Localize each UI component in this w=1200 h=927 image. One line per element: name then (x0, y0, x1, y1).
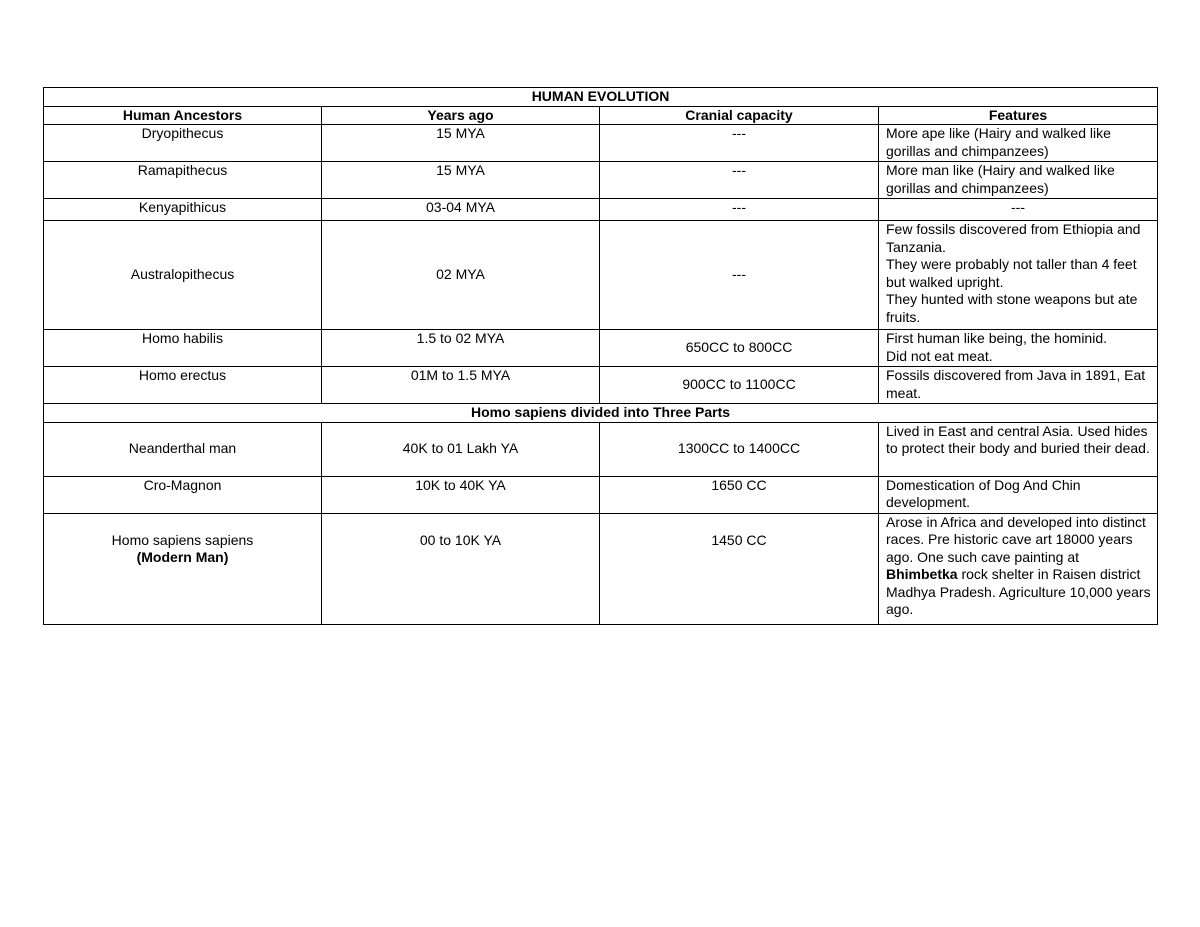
cranial-cell: 1650 CC (600, 476, 879, 513)
cranial-cell: --- (600, 221, 879, 330)
features-text: First human like being, the hominid. (886, 330, 1107, 346)
years-cell: 15 MYA (322, 162, 600, 199)
features-text: More man like (Hairy and walked like gorillas and chimpanzees) (886, 162, 1115, 196)
table-row (44, 221, 1158, 330)
cranial-cell: 900CC to 1100CC (600, 367, 879, 404)
years-cell: 02 MYA (322, 221, 600, 330)
features-cell (879, 330, 1158, 367)
section-row (44, 404, 1158, 423)
features-cell: Domestication of Dog And Chin development. (879, 476, 1158, 513)
table-row (44, 422, 1158, 476)
table-row (44, 367, 1158, 404)
header-features: Features (879, 106, 1158, 125)
features-text: More ape like (Hairy and walked like gorillas and chimpanzees) (886, 125, 1111, 159)
years-cell: 10K to 40K YA (322, 476, 600, 513)
years-cell: 01M to 1.5 MYA (322, 367, 600, 404)
ancestor-cell: Ramapithecus (44, 162, 322, 199)
table-title: HUMAN EVOLUTION (44, 88, 1158, 107)
years-cell: 00 to 10K YA (322, 513, 600, 624)
features-text: Did not eat meat. (886, 347, 993, 364)
cranial-cell: 1300CC to 1400CC (600, 422, 879, 476)
table-row (44, 330, 1158, 367)
features-text: Fossils discovered from Java in 1891, Eat meat. (886, 367, 1146, 401)
features-cell: Lived in East and central Asia. Used hides to protect their body and buried their dead. (879, 422, 1158, 476)
features-cell (879, 162, 1158, 199)
table-title-row (44, 88, 1158, 107)
ancestor-cell: Dryopithecus (44, 125, 322, 162)
features-cell (879, 125, 1158, 162)
features-text: They were probably not taller than 4 feet but walked upright. (886, 256, 1137, 290)
table-row (44, 476, 1158, 513)
cranial-cell: --- (600, 199, 879, 221)
ancestor-cell: Australopithecus (44, 221, 322, 330)
features-cell (879, 367, 1158, 404)
table-row (44, 513, 1158, 624)
header-row (44, 106, 1158, 125)
ancestor-note: (Modern Man) (136, 549, 229, 565)
human-evolution-table (43, 87, 1158, 625)
ancestor-cell: Kenyapithicus (44, 199, 322, 221)
section-title: Homo sapiens divided into Three Parts (44, 404, 1158, 423)
ancestor-cell: Cro-Magnon (44, 476, 322, 513)
cranial-cell: --- (600, 162, 879, 199)
features-cell (879, 513, 1158, 624)
ancestor-cell: Neanderthal man (44, 422, 322, 476)
table-row (44, 162, 1158, 199)
features-cell (879, 221, 1158, 330)
years-cell: 15 MYA (322, 125, 600, 162)
years-cell: 1.5 to 02 MYA (322, 330, 600, 367)
cranial-cell: --- (600, 125, 879, 162)
cranial-cell: 650CC to 800CC (600, 330, 879, 367)
ancestor-cell: Homo habilis (44, 330, 322, 367)
features-text-bold: Bhimbetka (886, 566, 958, 582)
features-cell: --- (879, 199, 1158, 221)
header-cranial-capacity: Cranial capacity (600, 106, 879, 125)
table-row (44, 125, 1158, 162)
header-years-ago: Years ago (322, 106, 600, 125)
years-cell: 40K to 01 Lakh YA (322, 422, 600, 476)
features-text-after: rock shelter in Raisen district Madhya Pradesh. Agriculture 10,000 years ago. (886, 566, 1151, 617)
features-text: They hunted with stone weapons but ate fruits. (886, 291, 1138, 325)
table-row (44, 199, 1158, 221)
ancestor-cell (44, 513, 322, 624)
features-text: Few fossils discovered from Ethiopia and Tanzania. (886, 221, 1141, 255)
ancestor-cell: Homo erectus (44, 367, 322, 404)
cranial-cell: 1450 CC (600, 513, 879, 624)
years-cell: 03-04 MYA (322, 199, 600, 221)
features-text-before: Arose in Africa and developed into distinct races. Pre historic cave art 18000 years ago. One such cave painting at (886, 513, 1146, 565)
ancestor-name: Homo sapiens sapiens (111, 531, 254, 548)
header-human-ancestors: Human Ancestors (44, 106, 322, 125)
